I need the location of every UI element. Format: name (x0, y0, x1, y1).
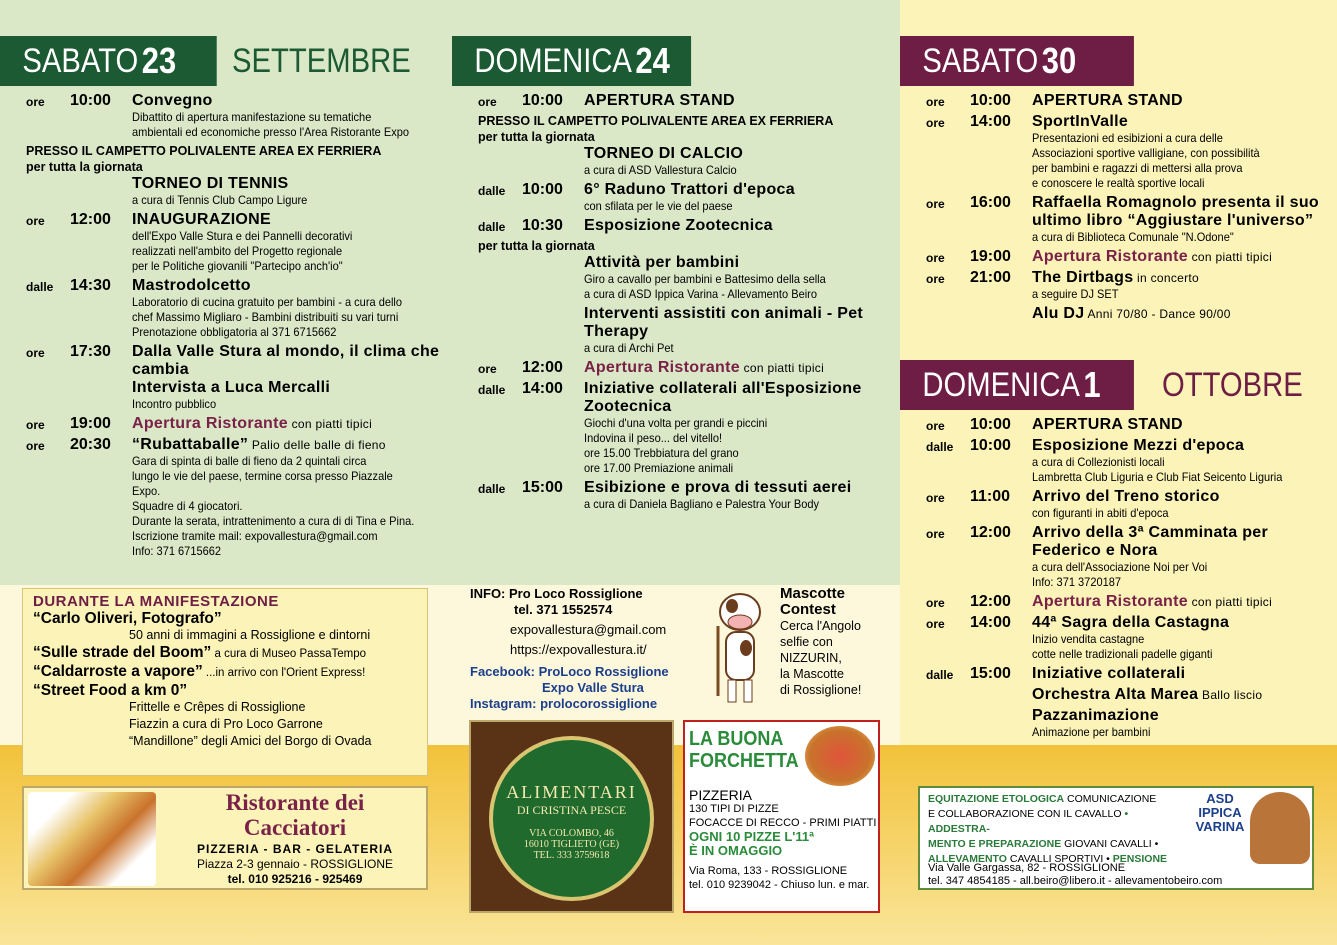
event-item (926, 269, 1337, 302)
event-time: 14:00 (970, 113, 1011, 130)
event-desc: Lambretta Club Liguria e Club Fiat Seicento Liguria (1032, 470, 1283, 484)
event-desc: Gara di spinta di balle di fieno da 2 quintali circa (132, 454, 367, 468)
event-prefix: ore (26, 214, 45, 228)
event-title-text: Iniziative collaterali (1032, 665, 1186, 682)
section-label: per tutta la giornata (478, 130, 595, 144)
col-domenica-24 (452, 36, 892, 515)
col-domenica-1 (900, 360, 1337, 743)
event-title-text: INAUGURAZIONE (132, 211, 272, 228)
event-title (132, 211, 440, 229)
event-title (584, 359, 892, 377)
event-time: 14:00 (522, 380, 563, 397)
event-desc: e conoscere le realtà sportive locali (1032, 176, 1205, 190)
event-title (584, 217, 892, 235)
event-time: 14:30 (70, 277, 111, 294)
event-item (926, 524, 1337, 590)
event-desc: a cura dell'Associazione Noi per Voi (1032, 560, 1208, 574)
event-item (926, 194, 1337, 245)
event-time: 10:30 (522, 217, 563, 234)
event-prefix: dalle (26, 280, 54, 294)
event-desc: dell'Expo Valle Stura e dei Pannelli decorativi (132, 229, 353, 243)
event-time: 10:00 (70, 92, 111, 109)
event-prefix: ore (926, 272, 945, 286)
month-label: OTTOBRE (1162, 365, 1303, 404)
day-header: SABATO 30 (900, 36, 1134, 86)
event-desc: Iscrizione tramite mail: expovallestura@gmail.com (132, 529, 378, 543)
event-title-text: TORNEO DI CALCIO (584, 145, 744, 162)
during-item-suffix: a cura di Museo PassaTempo (211, 648, 366, 660)
during-item (33, 682, 417, 699)
event-suffix: Anni 70/80 - Dance 90/00 (1084, 307, 1231, 321)
event-title (1032, 416, 1337, 434)
event-title-text: Esposizione Mezzi d'epoca (1032, 437, 1245, 454)
event-item (926, 614, 1337, 662)
event-title (132, 175, 440, 193)
cow-mascot-icon (710, 586, 770, 711)
during-item (33, 663, 417, 682)
event-item (1032, 686, 1337, 704)
event-item (26, 436, 440, 559)
event-title (584, 254, 892, 272)
event-title (1032, 707, 1337, 725)
col-sabato-30 (900, 36, 1337, 326)
event-title-text: Arrivo del Treno storico (1032, 488, 1220, 505)
event-time: 20:30 (70, 436, 111, 453)
event-desc: Inizio vendita castagne (1032, 632, 1145, 646)
event-title-text: Apertura Ristorante (584, 359, 740, 376)
event-title-text: Orchestra Alta Marea (1032, 686, 1199, 703)
event-time: 17:30 (70, 343, 111, 360)
event-prefix: ore (926, 617, 945, 631)
event-time: 21:00 (970, 269, 1011, 286)
event-time: 10:00 (970, 437, 1011, 454)
info-facebook-2[interactable]: Expo Valle Stura (542, 680, 644, 695)
event-suffix: con piatti tipici (739, 361, 825, 375)
event-desc: cotte nelle tradizionali padelle giganti (1032, 647, 1213, 661)
event-title-text: SportInValle (1032, 113, 1129, 130)
event-prefix: dalle (926, 668, 954, 682)
event-item (478, 359, 892, 377)
ad-ippica-varina: EQUITAZIONE ETOLOGICA COMUNICAZIONE E COLLABORAZIONE CON IL CAVALLO • ADDESTRA- MENTO E PREPARAZIONE GIOVANI CAVALLI • ALLEVAMENTO CAVALLI SPORTIVI • PENSIONE ASD IPPICA VARINA Via Valle Gargassa, 82 - ROSSIGLIONE tel. 347 4854185 - all.beiro@libero.it - allevamentobeiro.com (918, 786, 1314, 890)
during-item-desc: 50 anni di immagini a Rossiglione e dintorni (129, 628, 371, 642)
event-desc: Durante la serata, intrattenimento a cura di di Tina e Pina. (132, 514, 415, 528)
event-time: 15:00 (970, 665, 1011, 682)
event-desc: lungo le vie del paese, termine corsa presso Piazzale Expo. (132, 469, 393, 498)
event-desc: a cura di Tennis Club Campo Ligure (132, 193, 308, 207)
event-title (132, 415, 440, 433)
event-title-text: Iniziative collaterali all'Esposizione Zootecnica (584, 380, 862, 415)
month-label: SETTEMBRE (232, 41, 411, 80)
during-item-title: “Caldarroste a vapore” (33, 663, 203, 680)
pizza-icon (805, 726, 875, 786)
event-prefix: dalle (478, 184, 506, 198)
during-item-suffix: ...in arrivo con l'Orient Express! (202, 667, 366, 679)
event-prefix: ore (926, 527, 945, 541)
event-title-text: Apertura Ristorante (132, 415, 288, 432)
event-title (132, 343, 440, 379)
event-title (584, 181, 892, 199)
event-time: 16:00 (970, 194, 1011, 211)
day-header: DOMENICA 24 (452, 36, 691, 86)
event-time: 12:00 (970, 524, 1011, 541)
during-item-desc: Fiazzin a cura di Pro Loco Garrone (129, 717, 323, 731)
info-instagram[interactable]: Instagram: prolocorossiglione (470, 696, 658, 711)
event-prefix: ore (926, 116, 945, 130)
event-item (926, 113, 1337, 191)
event-prefix: ore (26, 95, 45, 109)
event-item (132, 175, 440, 208)
info-block (470, 586, 700, 712)
event-suffix: con piatti tipici (1187, 250, 1273, 264)
during-title: DURANTE LA MANIFESTAZIONE (33, 593, 279, 610)
section-label: per tutta la giornata (26, 160, 143, 174)
event-title (1032, 665, 1337, 683)
event-desc: a seguire DJ SET (1032, 287, 1119, 301)
info-email[interactable]: expovallestura@gmail.com (510, 622, 667, 637)
event-time: 19:00 (70, 415, 111, 432)
day-header: SABATO 23 (0, 36, 217, 86)
event-item (584, 145, 892, 178)
section-label: per tutta la giornata (478, 239, 595, 253)
event-item (478, 92, 892, 110)
event-desc: Info: 371 6715662 (132, 544, 222, 558)
event-item (926, 92, 1337, 110)
event-prefix: dalle (478, 482, 506, 496)
event-time: 14:00 (970, 614, 1011, 631)
event-title (584, 305, 892, 341)
event-prefix: ore (26, 439, 45, 453)
event-title (1032, 593, 1337, 611)
event-title (1032, 269, 1337, 287)
event-desc: a cura di ASD Ippica Varina - Allevamento Beiro (584, 287, 817, 301)
event-desc: Incontro pubblico (132, 397, 217, 411)
event-title-text: APERTURA STAND (1032, 92, 1183, 109)
event-time: 12:00 (70, 211, 111, 228)
event-desc: Giochi d'una volta per grandi e piccini (584, 416, 768, 430)
ad-alimentari: ALIMENTARI DI CRISTINA PESCE VIA COLOMBO, 46 16010 TIGLIETO (GE) TEL. 333 3759618 (469, 720, 674, 913)
event-desc: ambientali ed economiche presso l'Area Ristorante Expo (132, 125, 410, 139)
event-item (926, 416, 1337, 434)
event-item (926, 665, 1337, 683)
event-desc: a cura di Biblioteca Comunale "N.Odone" (1032, 230, 1234, 244)
event-item (26, 343, 440, 412)
event-title (1032, 524, 1337, 560)
event-desc: Giro a cavallo per bambini e Battesimo della sella (584, 272, 826, 286)
event-prefix: ore (26, 346, 45, 360)
event-time: 10:00 (522, 92, 563, 109)
event-desc: chef Massimo Migliaro - Bambini distribuiti su vari turni (132, 310, 399, 324)
event-desc: a cura di ASD Vallestura Calcio (584, 163, 737, 177)
event-title (584, 145, 892, 163)
event-prefix: ore (26, 418, 45, 432)
event-prefix: ore (926, 596, 945, 610)
event-suffix: Ballo liscio (1198, 688, 1263, 702)
info-line: INFO: Pro Loco Rossiglione (470, 586, 643, 601)
event-prefix: dalle (478, 220, 506, 234)
event-title-text: Dalla Valle Stura al mondo, il clima che cambia (132, 343, 440, 378)
event-title-text: 44ª Sagra della Castagna (1032, 614, 1230, 631)
event-title (1032, 437, 1337, 455)
during-item (33, 644, 417, 663)
event-desc: Dibattito di apertura manifestazione su tematiche (132, 110, 372, 124)
event-title-text: APERTURA STAND (584, 92, 735, 109)
event-title-text: Esposizione Zootecnica (584, 217, 773, 234)
event-desc: Info: 371 3720187 (1032, 575, 1122, 589)
event-item (1032, 305, 1337, 323)
event-item (584, 305, 892, 356)
event-title-text: Interventi assistiti con animali - Pet Therapy (584, 305, 864, 340)
during-box (22, 588, 428, 776)
event-title (132, 92, 440, 110)
during-item-title: “Carlo Oliveri, Fotografo” (33, 610, 222, 627)
event-desc: Presentazioni ed esibizioni a cura delle (1032, 131, 1223, 145)
event-prefix: ore (926, 197, 945, 211)
event-time: 12:00 (522, 359, 563, 376)
ad-buona-forchetta: LA BUONA FORCHETTA PIZZERIA 130 TIPI DI PIZZE FOCACCE DI RECCO - PRIMI PIATTI OGNI 10 PIZZE L'11ª È IN OMAGGIO Via Roma, 133 - ROSSIGLIONE tel. 010 9239042 - Chiuso lun. e mar. (683, 720, 880, 913)
event-prefix: ore (926, 419, 945, 433)
ad-ristorante-cacciatori: Ristorante dei Cacciatori PIZZERIA - BAR - GELATERIA Piazza 2-3 gennaio - ROSSIGLIONE tel. 010 925216 - 925469 (22, 786, 428, 890)
section-label: PRESSO IL CAMPETTO POLIVALENTE AREA EX FERRIERA (26, 144, 382, 158)
pasta-plate-icon (28, 792, 156, 886)
mascotte-contest: Mascotte Contest Cerca l'Angolo selfie con NIZZURIN, la Mascotte di Rossiglione! (780, 585, 862, 697)
event-prefix: dalle (478, 383, 506, 397)
event-time: 10:00 (970, 416, 1011, 433)
horse-icon (1250, 792, 1310, 864)
event-title (584, 380, 892, 416)
event-desc: ore 15.00 Trebbiatura del grano (584, 446, 739, 460)
event-desc: realizzati nell'ambito del Progetto regionale (132, 244, 343, 258)
during-item-title: “Street Food a km 0” (33, 682, 188, 699)
event-title (1032, 305, 1337, 323)
event-suffix: con piatti tipici (1187, 595, 1273, 609)
info-website[interactable]: https://expovallestura.it/ (510, 642, 647, 657)
event-desc: a cura di Archi Pet (584, 341, 674, 355)
event-title-text: Mastrodolcetto (132, 277, 251, 294)
during-item-desc: “Mandillone” degli Amici del Borgo di Ovada (129, 734, 372, 748)
event-time: 15:00 (522, 479, 563, 496)
event-prefix: ore (926, 95, 945, 109)
event-item (26, 211, 440, 274)
event-title (1032, 113, 1337, 131)
during-item (33, 610, 417, 627)
event-prefix: dalle (926, 440, 954, 454)
day-header: DOMENICA 1 (900, 360, 1134, 410)
event-suffix: con piatti tipici (287, 417, 373, 431)
event-desc: a cura di Collezionisti locali (1032, 455, 1165, 469)
event-title (584, 479, 892, 497)
event-title (1032, 686, 1337, 704)
event-item (478, 380, 892, 476)
event-title (1032, 248, 1337, 266)
event-desc: ore 17.00 Premiazione animali (584, 461, 734, 475)
event-time: 12:00 (970, 593, 1011, 610)
event-item (926, 248, 1337, 266)
event-desc: con sfilata per le vie del paese (584, 199, 733, 213)
event-time: 10:00 (970, 92, 1011, 109)
event-title-text: Convegno (132, 92, 213, 109)
event-title (132, 436, 440, 454)
event-title (584, 92, 892, 110)
event-title (1032, 488, 1337, 506)
event-item (926, 593, 1337, 611)
event-title-text: TORNEO DI TENNIS (132, 175, 289, 192)
event-title (132, 277, 440, 295)
event-desc: Squadre di 4 giocatori. (132, 499, 243, 513)
event-title-text: Alu DJ (1032, 305, 1085, 322)
col-sabato-23 (0, 36, 440, 562)
event-desc: con figuranti in abiti d'epoca (1032, 506, 1169, 520)
section-label: PRESSO IL CAMPETTO POLIVALENTE AREA EX FERRIERA (478, 114, 834, 128)
event-title-text: Attività per bambini (584, 254, 740, 271)
event-desc: Indovina il peso... del vitello! (584, 431, 723, 445)
info-phone: tel. 371 1552574 (514, 602, 613, 617)
during-item-desc: Frittelle e Crêpes di Rossiglione (129, 700, 306, 714)
event-item (1032, 707, 1337, 740)
event-suffix: Palio delle balle di fieno (248, 438, 386, 452)
event-prefix: ore (478, 362, 497, 376)
event-title-text: Pazzanimazione (1032, 707, 1159, 724)
event-desc: Associazioni sportive valligiane, con possibilità (1032, 146, 1260, 160)
event-item (26, 415, 440, 433)
event-item (478, 479, 892, 512)
event-prefix: ore (926, 491, 945, 505)
event-title-text: Raffaella Romagnolo presenta il suo ultimo libro “Aggiustare l'universo” (1032, 194, 1319, 229)
event-title-text: Esibizione e prova di tessuti aerei (584, 479, 852, 496)
event-desc: per bambini e ragazzi di mettersi alla prova (1032, 161, 1243, 175)
event-item (478, 181, 892, 214)
event-item (584, 254, 892, 302)
during-item-title: “Sulle strade del Boom” (33, 644, 212, 661)
event-suffix: in concerto (1133, 271, 1200, 285)
event-time: 19:00 (970, 248, 1011, 265)
event-item (478, 217, 892, 235)
event-item (926, 488, 1337, 521)
event-desc: per le Politiche giovanili "Partecipo anch'io" (132, 259, 343, 273)
event-prefix: ore (478, 95, 497, 109)
event-time: 11:00 (970, 488, 1011, 505)
event-time: 10:00 (522, 181, 563, 198)
event-title-text: 6° Raduno Trattori d'epoca (584, 181, 795, 198)
event-title (1032, 194, 1337, 230)
event-item (926, 437, 1337, 485)
event-title-2: Intervista a Luca Mercalli (132, 379, 331, 396)
event-title-text: “Rubattaballe” (132, 436, 249, 453)
event-item (26, 92, 440, 140)
event-title (1032, 614, 1337, 632)
info-facebook[interactable]: Facebook: ProLoco Rossiglione (470, 664, 669, 679)
event-prefix: ore (926, 251, 945, 265)
event-desc: a cura di Daniela Bagliano e Palestra Your Body (584, 497, 820, 511)
event-title-text: Arrivo della 3ª Camminata per Federico e Nora (1032, 524, 1269, 559)
event-desc: Laboratorio di cucina gratuito per bambini - a cura dello (132, 295, 403, 309)
event-title-text: Apertura Ristorante (1032, 593, 1188, 610)
event-title-text: Apertura Ristorante (1032, 248, 1188, 265)
event-title (1032, 92, 1337, 110)
event-title-text: The Dirtbags (1032, 269, 1134, 286)
event-item (26, 277, 440, 340)
event-title-text: APERTURA STAND (1032, 416, 1183, 433)
event-desc: Animazione per bambini (1032, 725, 1151, 739)
event-desc: Prenotazione obbligatoria al 371 6715662 (132, 325, 337, 339)
